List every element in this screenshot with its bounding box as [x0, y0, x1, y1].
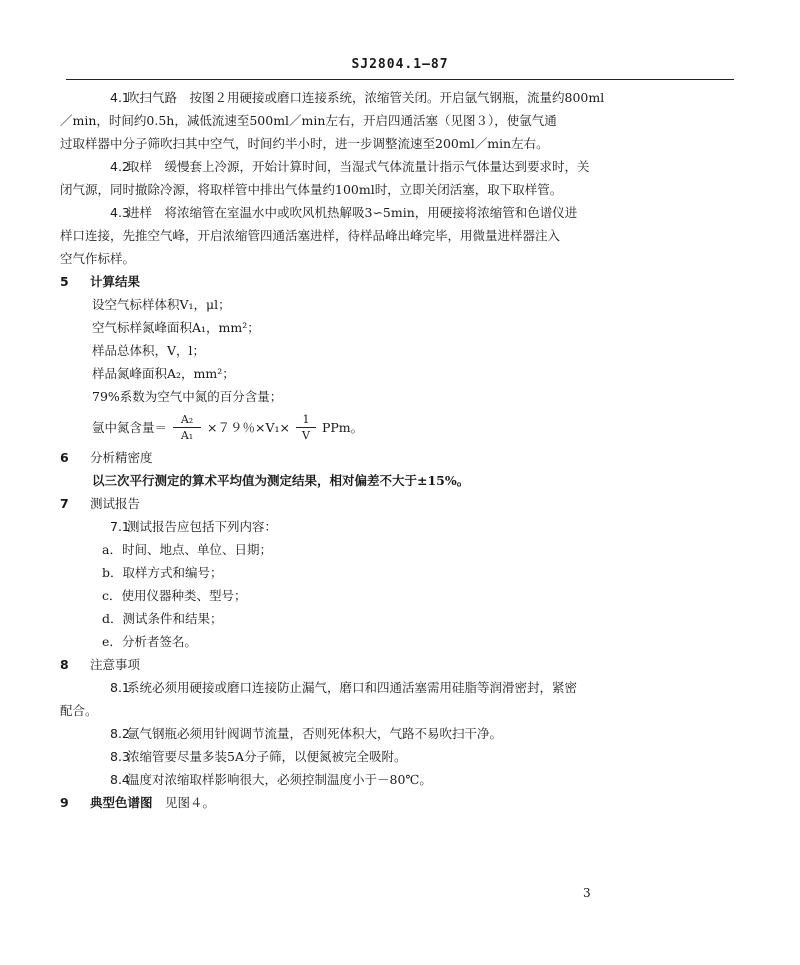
section-title: 分析精密度: [90, 450, 153, 465]
paragraph-line: 闭气源，同时撤除冷源，将取样管中排出气体量约100ml时，立即关闭活塞，取下取样管。: [60, 182, 563, 197]
section-number: 9: [60, 795, 69, 810]
fraction-numerator: 1: [302, 412, 310, 426]
fraction-1-v: [296, 413, 316, 442]
document-header: SJ2804.1—87: [351, 57, 449, 72]
paragraph-8-2: [60, 722, 740, 745]
paragraph-4-1: [60, 86, 740, 109]
section-8-heading: [60, 653, 740, 676]
fraction-a2-a1: [173, 413, 201, 442]
section-6-heading: [60, 446, 740, 469]
paragraph-text: 取样 缓慢套上冷源，开始计算时间，当湿式气体流量计指示气体量达到要求时，关: [127, 159, 590, 174]
fraction-bar: [173, 427, 201, 428]
list-item: c．使用仪器种类、型号；: [102, 588, 247, 603]
paragraph-text: 进样 将浓缩管在室温水中或吹风机热解吸3∽5min，用硬接将浓缩管和色谱仪进: [127, 205, 578, 220]
definition-line: 设空气标样体积V₁，μl；: [92, 297, 231, 312]
paragraph-text: 系统必须用硬接或磨口连接防止漏气，磨口和四通活塞需用硅脂等润滑密封，紧密: [127, 680, 578, 695]
section-title: 典型色谱图: [90, 795, 153, 810]
list-item: e．分析者签名。: [102, 634, 197, 649]
definition-line: 样品氮峰面积A₂，mm²；: [92, 366, 235, 381]
paragraph-8-4: [60, 768, 740, 791]
paragraph-line: 空气作标样。: [60, 251, 136, 266]
fraction-denominator: V: [302, 428, 310, 442]
paragraph-line: ／min，时间约0.5h，减低流速至500ml／min左右，开启四通活塞（见图３），使氩气通: [60, 113, 557, 128]
paragraph-text: 测试报告应包括下列内容：: [127, 519, 278, 534]
section-title: 测试报告: [90, 496, 141, 511]
formula-unit: PPm。: [321, 419, 364, 435]
paragraph-text: 氩气钢瓶必须用针阀调节流量，否则死体积大，气路不易吹扫干净。: [127, 726, 503, 741]
definition-line: 空气标样氮峰面积A₁，mm²；: [92, 320, 260, 335]
paragraph-text: 吹扫气路 按图２用硬接或磨口连接系统，浓缩管关闭。开启氩气钢瓶，流量约800ml: [127, 90, 605, 105]
header-rule: [66, 79, 734, 80]
section-7-heading: [60, 492, 740, 515]
paragraph-text: 温度对浓缩取样影响很大，必须控制温度小于－80℃。: [127, 772, 432, 787]
paragraph-text: 浓缩管要尽量多装5A分子筛，以便氮被完全吸附。: [127, 749, 407, 764]
page-number: 3: [583, 886, 591, 900]
paragraph-8-1: [60, 676, 740, 699]
section-number: 7: [60, 496, 69, 511]
paragraph-8-3: [60, 745, 740, 768]
section-title: 注意事项: [90, 657, 141, 672]
paragraph-line: 样口连接，先推空气峰，开启浓缩管四通活塞进样，待样品峰出峰完毕，用微量进样器注入: [60, 228, 561, 243]
clause-number: 8.4: [110, 772, 130, 787]
section-number: 8: [60, 657, 69, 672]
section-5-heading: [60, 270, 740, 293]
fraction-denominator: A₁: [180, 428, 194, 442]
fraction-numerator: A₂: [180, 412, 194, 426]
paragraph-line: 过取样器中分子筛吹扫其中空气，时间约半小时，进一步调整流速至200ml／min左右。: [60, 136, 549, 151]
definition-line: 样品总体积，V，l；: [92, 343, 206, 358]
section-number: 6: [60, 450, 69, 465]
clause-number: 8.2: [110, 726, 130, 741]
clause-number: 8.1: [110, 680, 130, 695]
formula-lhs: 氩中氮含量＝: [92, 419, 168, 435]
clause-number: 4.2: [110, 159, 130, 174]
clause-number: 7.1: [110, 519, 130, 534]
section-text: 见图４。: [165, 795, 216, 810]
section-title: 计算结果: [90, 274, 141, 289]
section-9-heading: [60, 791, 740, 814]
list-item: d．测试条件和结果；: [102, 611, 223, 626]
formula-middle: ×７９％×V₁×: [207, 419, 290, 435]
page-body: [60, 86, 740, 814]
paragraph-line: 配合。: [60, 703, 98, 718]
clause-number: 8.3: [110, 749, 130, 764]
formula: [60, 408, 740, 446]
precision-text: 以三次平行测定的算术平均值为测定结果，相对偏差不大于±15%。: [92, 473, 470, 488]
section-number: 5: [60, 274, 69, 289]
paragraph-4-2: [60, 155, 740, 178]
list-item: b．取样方式和编号；: [102, 565, 223, 580]
clause-number: 4.3: [110, 205, 130, 220]
paragraph-7-1: [60, 515, 740, 538]
list-item: a．时间、地点、单位、日期；: [102, 542, 272, 557]
paragraph-4-3: [60, 201, 740, 224]
clause-number: 4.1: [110, 90, 130, 105]
fraction-bar: [296, 427, 316, 428]
definition-line: 79%系数为空气中氮的百分含量；: [92, 389, 283, 404]
